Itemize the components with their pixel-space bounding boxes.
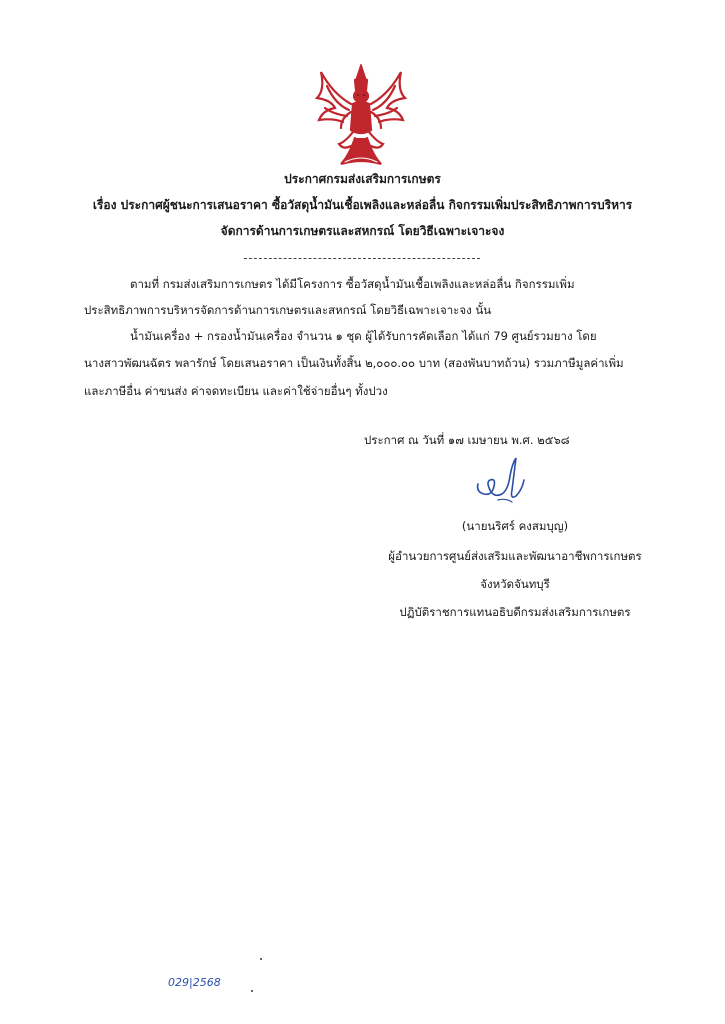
- handwritten-signature: [472, 450, 534, 508]
- handwritten-file-number: 029|2568: [168, 976, 221, 989]
- signatory-title-1: ผู้อำนวยการศูนย์ส่งเสริมและพัฒนาอาชีพการเกษตร: [388, 549, 642, 563]
- body-paragraph-2-line-3: และภาษีอื่น ค่าขนส่ง ค่าจดทะเบียน และค่าใช้จ่ายอื่นๆ ทั้งปวง: [84, 384, 388, 398]
- announcement-date: ประกาศ ณ วันที่ ๑๗ เมษายน พ.ศ. ๒๕๖๘: [364, 433, 570, 447]
- garuda-emblem: [311, 64, 411, 168]
- subject-line-2: จัดการด้านการเกษตรและสหกรณ์ โดยวิธีเฉพาะเจาะจง: [220, 224, 505, 238]
- scan-speck: [251, 990, 253, 992]
- subject-line-1: เรื่อง ประกาศผู้ชนะการเสนอราคา ซื้อวัสดุน้ำมันเชื้อเพลิงและหล่อลื่น กิจกรรมเพิ่มประสิทธิภาพการบริหาร: [92, 198, 633, 212]
- dashed-divider: [244, 258, 480, 259]
- body-paragraph-1-line-1: ตามที่ กรมส่งเสริมการเกษตร ได้มีโครงการ ซื้อวัสดุน้ำมันเชื้อเพลิงและหล่อลื่น กิจกรรมเพิ่ม: [130, 277, 575, 291]
- agency-heading: ประกาศกรมส่งเสริมการเกษตร: [284, 172, 441, 186]
- scan-speck: [260, 958, 262, 960]
- body-paragraph-1-line-2: ประสิทธิภาพการบริหารจัดการด้านการเกษตรและสหกรณ์ โดยวิธีเฉพาะเจาะจง นั้น: [84, 303, 492, 317]
- body-paragraph-2-line-1: น้ำมันเครื่อง + กรองน้ำมันเครื่อง จำนวน ๑ ชุด ผู้ได้รับการคัดเลือก ได้แก่ 79 ศูนย์รวมยาง โดย: [130, 329, 597, 343]
- body-paragraph-2-line-2: นางสาวพัฒนฉัตร พลารักษ์ โดยเสนอราคา เป็นเงินทั้งสิ้น ๒,๐๐๐.๐๐ บาท (สองพันบาทถ้วน) รวมภาษีมูลค่าเพิ่ม: [84, 356, 624, 370]
- signatory-title-2: จังหวัดจันทบุรี: [480, 577, 550, 591]
- signatory-name: (นายนริศร์ คงสมบุญ): [461, 519, 569, 533]
- signatory-title-3: ปฏิบัติราชการแทนอธิบดีกรมส่งเสริมการเกษตร: [399, 605, 631, 619]
